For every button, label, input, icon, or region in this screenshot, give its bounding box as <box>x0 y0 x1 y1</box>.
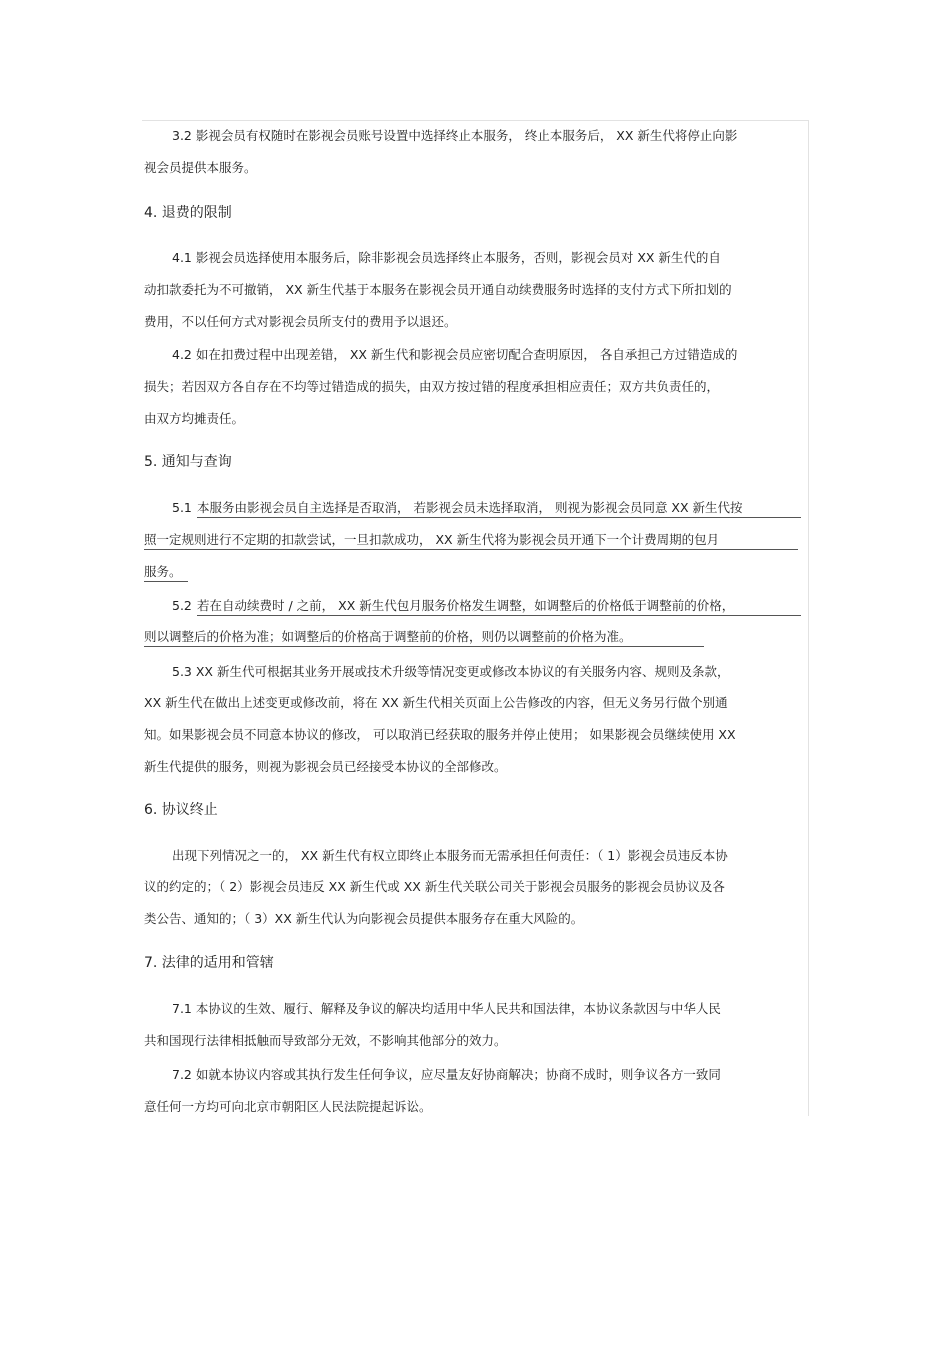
clause-4-1-line-2: 动扣款委托为不可撤销， XX 新生代基于本服务在影视会员开通自动续费服务时选择的支付方式下所扣划的 <box>144 282 732 297</box>
clause-5-2-line-2: 则以调整后的价格为准；如调整后的价格高于调整前的价格，则仍以调整前的价格为准。 <box>144 629 704 647</box>
section-7-heading: 7. 法律的适用和管辖 <box>144 955 274 971</box>
clause-5-1-number: 5.1 <box>172 500 192 515</box>
section-5-heading: 5. 通知与查询 <box>144 454 232 470</box>
clause-5-1-line-3: 服务。 <box>144 564 188 582</box>
clause-5-1-line-1: 本服务由影视会员自主选择是否取消， 若影视会员未选择取消， 则视为影视会员同意 XX 新生代按 <box>197 500 801 518</box>
section-6-heading: 6. 协议终止 <box>144 802 218 818</box>
section-4-heading: 4. 退费的限制 <box>144 205 232 221</box>
clause-7-1-line-1: 7.1 本协议的生效、履行、解释及争议的解决均适用中华人民共和国法律，本协议条款因与中华人民 <box>172 1001 721 1016</box>
clause-4-2-line-2: 损失；若因双方各自存在不均等过错造成的损失，由双方按过错的程度承担相应责任；双方共负责任的， <box>144 379 720 394</box>
clause-4-1-line-1: 4.1 影视会员选择使用本服务后，除非影视会员选择终止本服务，否则，影视会员对 XX 新生代的自 <box>172 250 721 265</box>
clause-5-2-line-1: 若在自动续费时 / 之前， XX 新生代包月服务价格发生调整，如调整后的价格低于调整前的价格， <box>197 598 801 616</box>
clause-4-2-line-3: 由双方均摊责任。 <box>144 411 245 426</box>
clause-7-2-line-1: 7.2 如就本协议内容或其执行发生任何争议，应尽量友好协商解决；协商不成时，则争议各方一致同 <box>172 1067 721 1082</box>
clause-4-1-line-3: 费用，不以任何方式对影视会员所支付的费用予以退还。 <box>144 314 457 329</box>
clause-4-2-line-1: 4.2 如在扣费过程中出现差错， XX 新生代和影视会员应密切配合查明原因， 各自承担己方过错造成的 <box>172 347 738 362</box>
section-6-line-1: 出现下列情况之一的， XX 新生代有权立即终止本服务而无需承担任何责任：（ 1）影视会员违反本协 <box>172 848 728 863</box>
clause-5-3-line-3: 知。如果影视会员不同意本协议的修改， 可以取消已经获取的服务并停止使用； 如果影视会员继续使用 XX <box>144 727 736 742</box>
clause-5-2-number: 5.2 <box>172 598 192 613</box>
clause-3-2-line-1: 3.2 影视会员有权随时在影视会员账号设置中选择终止本服务， 终止本服务后， XX 新生代将停止向影 <box>172 128 738 143</box>
clause-5-3-line-1: 5.3 XX 新生代可根据其业务开展或技术升级等情况变更或修改本协议的有关服务内容、规则及条款， <box>172 664 730 679</box>
clause-7-1-line-2: 共和国现行法律相抵触而导致部分无效，不影响其他部分的效力。 <box>144 1033 507 1048</box>
section-6-line-3: 类公告、通知的；（ 3）XX 新生代认为向影视会员提供本服务存在重大风险的。 <box>144 911 584 926</box>
clause-5-3-line-2: XX 新生代在做出上述变更或修改前，将在 XX 新生代相关页面上公告修改的内容，但无义务另行做个别通 <box>144 695 728 710</box>
section-6-line-2: 议的约定的；（ 2）影视会员违反 XX 新生代或 XX 新生代关联公司关于影视会员服务的影视会员协议及各 <box>144 879 725 894</box>
clause-7-2-line-2: 意任何一方均可向北京市朝阳区人民法院提起诉讼。 <box>144 1099 432 1114</box>
clause-5-1-line-2: 照一定规则进行不定期的扣款尝试，一旦扣款成功， XX 新生代将为影视会员开通下一个计费周期的包月 <box>144 532 798 550</box>
clause-3-2-line-2: 视会员提供本服务。 <box>144 160 257 175</box>
clause-5-3-line-4: 新生代提供的服务，则视为影视会员已经接受本协议的全部修改。 <box>144 759 507 774</box>
